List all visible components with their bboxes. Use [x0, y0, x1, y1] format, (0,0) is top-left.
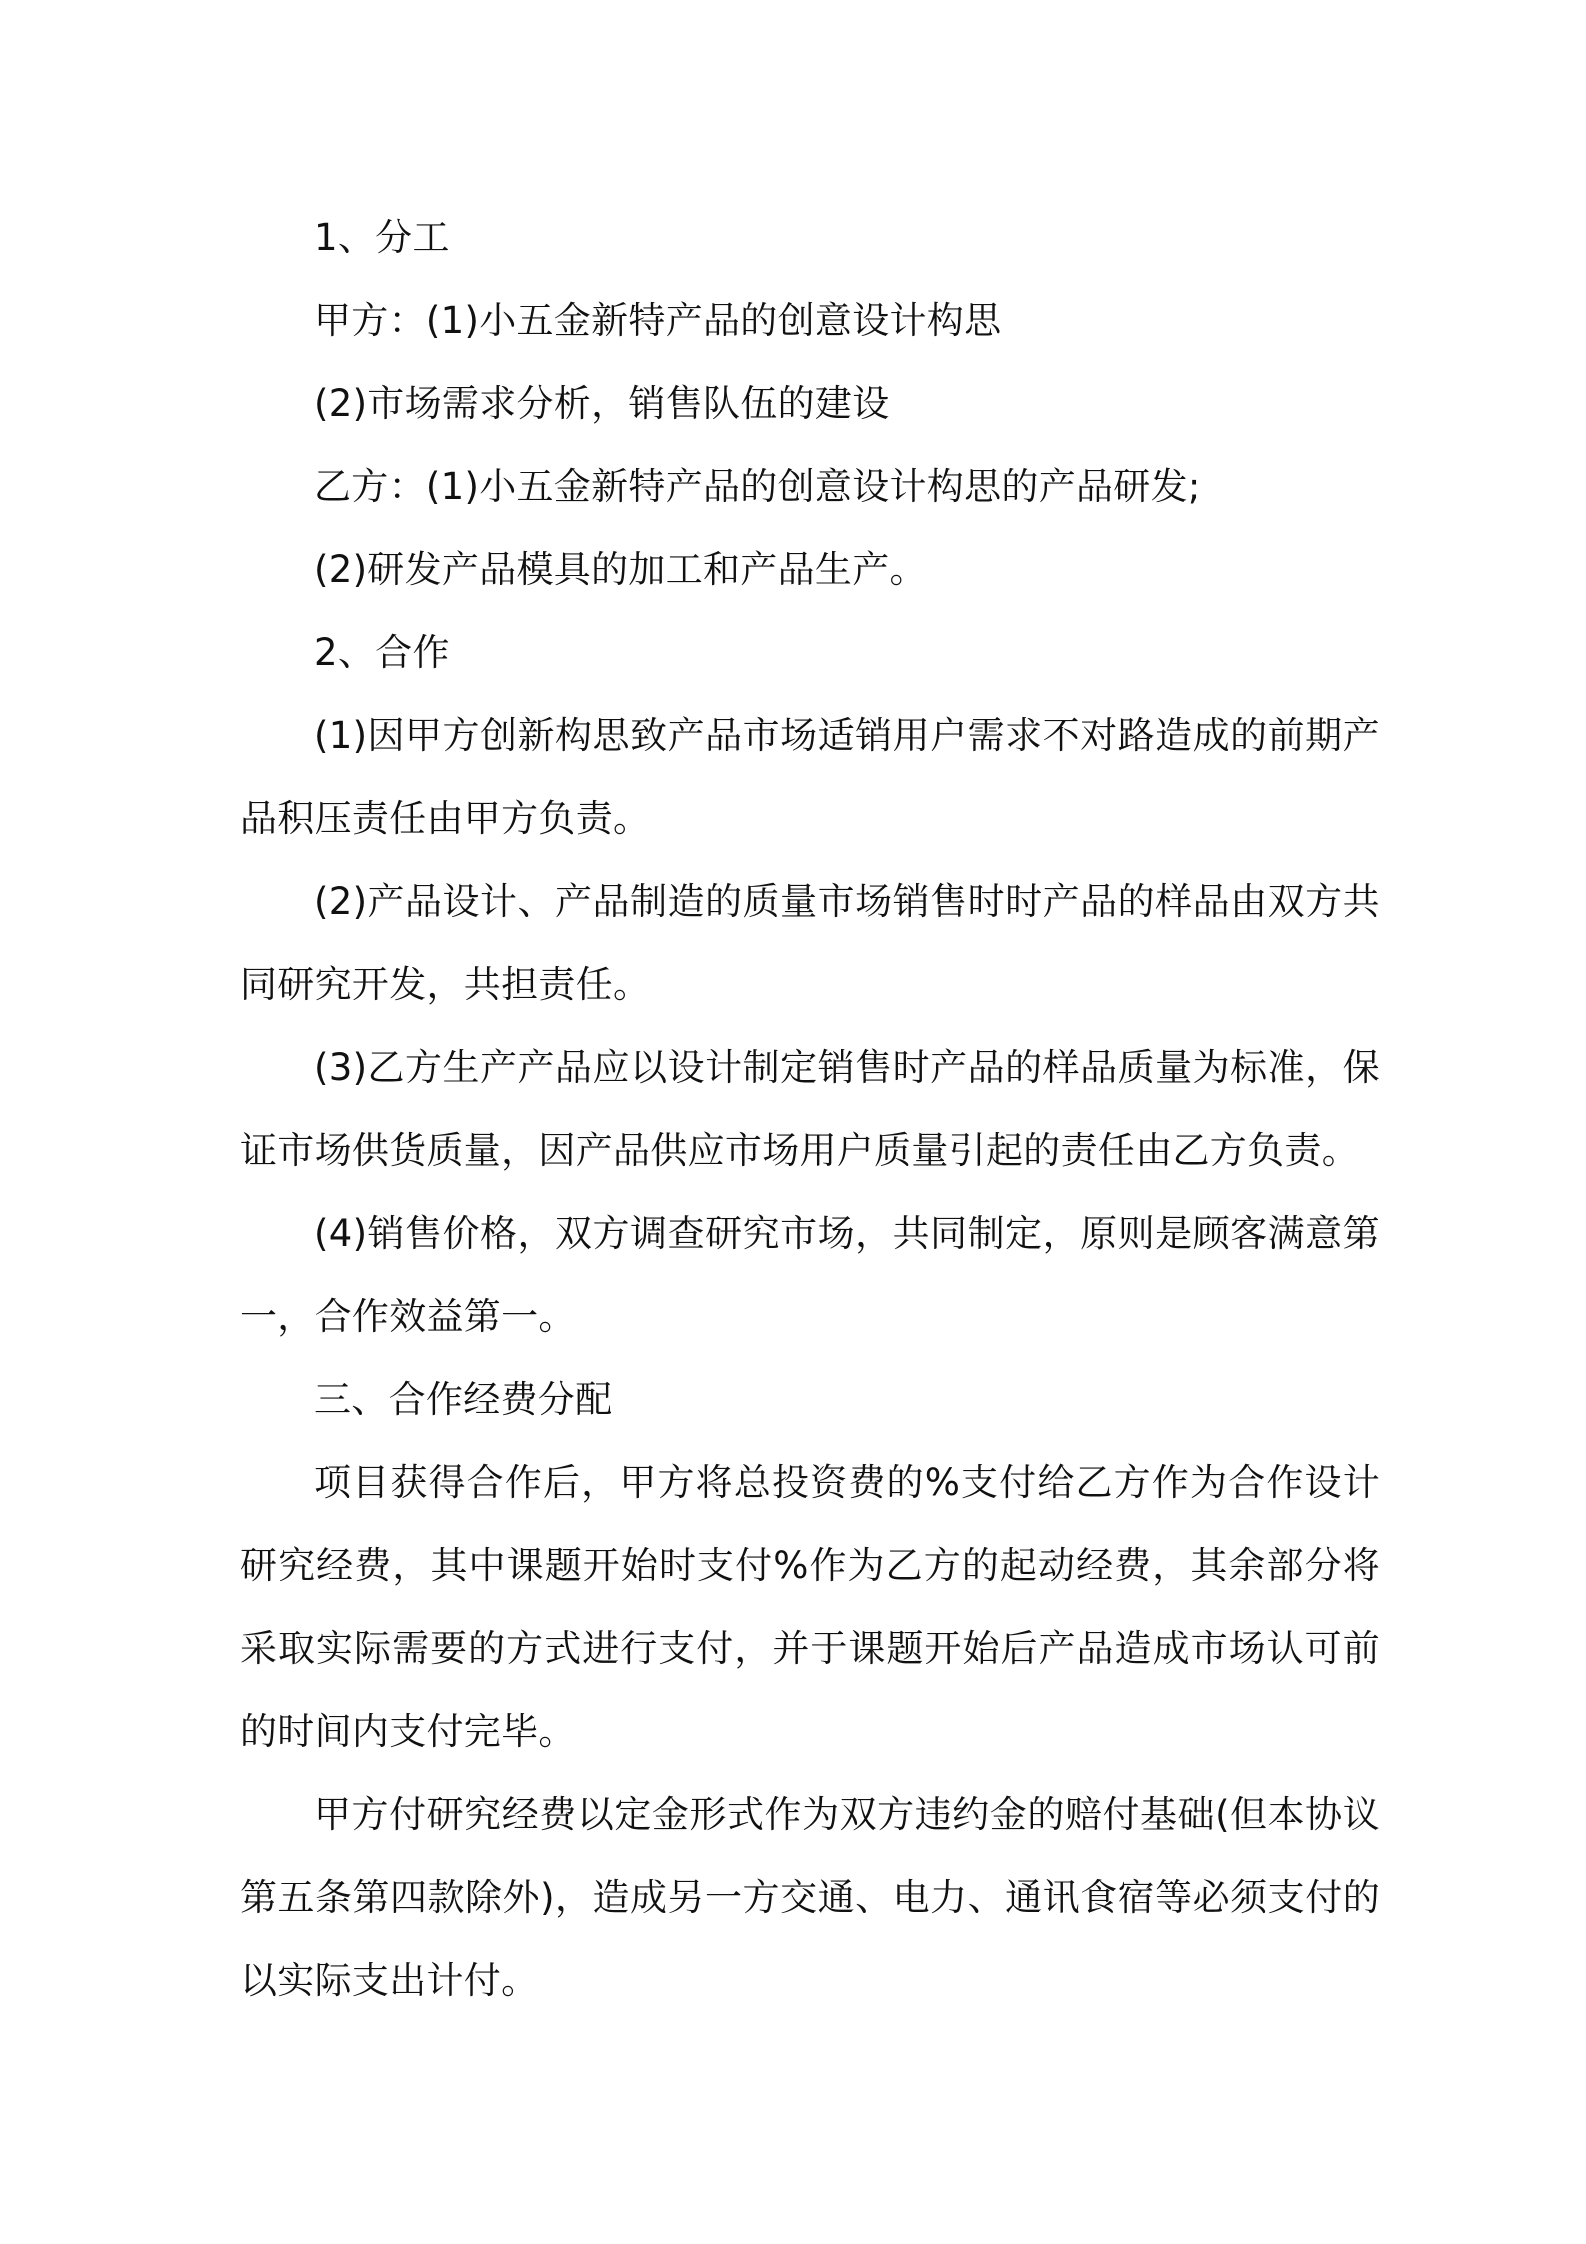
cooperation-clause-1: (1)因甲方创新构思致产品市场适销用户需求不对路造成的前期产品积压责任由甲方负责。 [240, 714, 1380, 840]
funding-paragraph-2: 甲方付研究经费以定金形式作为双方违约金的赔付基础(但本协议第五条第四款除外)，造成另一方交通、电力、通讯食宿等必须支付的以实际支出计付。 [240, 1793, 1380, 2002]
section-heading-funding: 三、合作经费分配 [314, 1378, 613, 1421]
cooperation-clause-4: (4)销售价格，双方调查研究市场，共同制定，原则是顾客满意第一，合作效益第一。 [240, 1212, 1380, 1338]
cooperation-clause-2: (2)产品设计、产品制造的质量市场销售时时产品的样品由双方共同研究开发，共担责任。 [240, 880, 1380, 1006]
document-body [240, 196, 1380, 2022]
party-b-duty-2: (2)研发产品模具的加工和产品生产。 [314, 548, 927, 591]
section-heading-cooperation: 2、合作 [314, 631, 450, 674]
cooperation-clause-3: (3)乙方生产产品应以设计制定销售时产品的样品质量为标准，保证市场供货质量，因产品供应市场用户质量引起的责任由乙方负责。 [240, 1046, 1380, 1172]
party-a-duty-1: 甲方：(1)小五金新特产品的创意设计构思 [314, 299, 1002, 342]
party-a-duty-2: (2)市场需求分析，销售队伍的建设 [314, 382, 890, 425]
party-b-duty-1: 乙方：(1)小五金新特产品的创意设计构思的产品研发; [314, 465, 1201, 508]
funding-paragraph-1: 项目获得合作后，甲方将总投资费的%支付给乙方作为合作设计研究经费，其中课题开始时支付%作为乙方的起动经费，其余部分将采取实际需要的方式进行支付，并于课题开始后产品造成市场认可前的时间内支付完毕。 [240, 1461, 1380, 1753]
section-heading-division: 1、分工 [314, 216, 450, 259]
